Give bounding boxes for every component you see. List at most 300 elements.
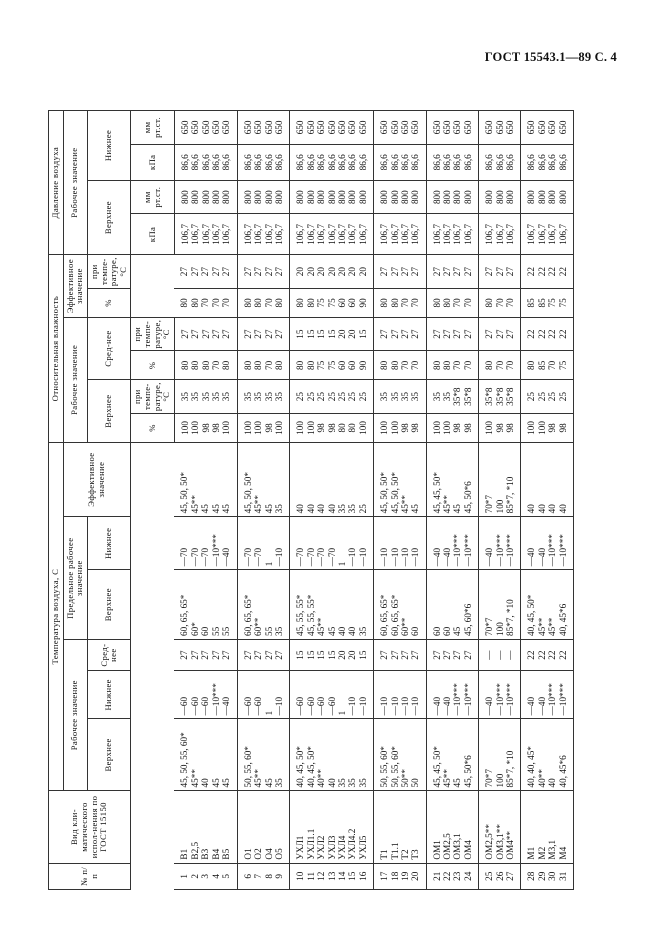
cell-value: УХЛ2 [316,835,327,860]
cell-value: 106,7 [347,224,358,245]
cell-value: 650 [295,120,306,135]
cell-value: 98 [494,423,505,433]
cell-value: 35 [274,392,284,402]
cell-value: 650 [389,120,400,135]
cell-value: 80 [526,360,537,371]
cell-value: 20 [347,329,358,339]
cell-value: 25 [536,392,547,402]
cell-value: —10*** [505,534,516,567]
cell-value: 60 [336,298,347,308]
cell-value: —10 [274,696,284,716]
cell-value: 27 [410,329,421,339]
cell-value: 800 [379,190,390,205]
cell-value: 800 [484,190,495,205]
cell-value: —70 [253,547,264,567]
cell-value: 86,6 [305,154,316,171]
h-eff-temp-header: при темпе-ратуре, °С [87,255,131,289]
cell-value: 100 [494,773,505,788]
cell-value: 75 [557,298,568,308]
cell-value: 27 [410,267,421,277]
cell-value: 45** [442,495,453,514]
cell-value: 22 [536,329,547,339]
cell-value: В4 [210,848,221,860]
cell-value: —10 [399,696,410,716]
p-low-kpa-header: кПа [131,144,175,180]
cell-value: 22 [442,871,453,881]
l-lower-header: Нижнее [87,517,131,570]
cell-t-mid [290,639,374,670]
cell-value: 80 [242,298,253,308]
cell-value: 106,7 [462,224,473,245]
cell-p-low-kpa [174,144,237,180]
cell-value: 15 [305,650,316,660]
cell-value: 27 [221,329,232,339]
cell-value: 27 [462,267,473,277]
cell-value: 22 [536,650,547,660]
cell-value: 86,6 [494,154,505,171]
cell-value: 85*7, *10 [505,750,516,788]
cell-value: 27 [505,329,516,339]
cell-value: 35*8 [452,387,463,406]
cell-value: 27 [410,650,421,660]
cell-value: 70 [494,360,505,371]
cell-h-eff [426,289,479,318]
cell-h-mid [426,351,479,380]
cell-value: 23 [452,871,463,881]
cell-value: 45 [263,778,274,788]
cell-value: 40 [326,778,337,788]
cell-value: 15 [295,329,306,339]
table-row-group [521,111,574,890]
cell-value: 7 [253,873,264,879]
cell-value: 70 [410,360,421,371]
cell-value: 25 [357,392,368,402]
cell-value: —70 [326,547,337,567]
cell-value: 650 [462,120,473,135]
cell-value: 20 [316,267,327,277]
cell-value: 800 [442,190,453,205]
cell-value: 25 [357,504,368,514]
cell-p-up-kpa [426,214,479,255]
cell-value: О1 [242,848,253,860]
press-work-header: Рабочее значение [63,111,87,255]
cell-value: 106,7 [200,224,211,245]
cell-t-mid [374,639,427,670]
hum-eff-header: Эффективное значение [63,255,87,318]
table-row-group [237,111,290,890]
cell-value: —10*** [505,683,516,716]
cell-value: ОМ3,1** [494,824,505,860]
cell-value: 45 [452,626,463,636]
cell-value: 86,6 [547,154,558,171]
cell-value: 35 [253,392,264,402]
cell-value: 650 [505,120,516,135]
cell-value: 80 [221,360,232,371]
cell-p-up-mm [237,180,290,214]
h-middle-header: Сред-нее [87,317,131,380]
cell-value: 800 [410,190,421,205]
cell-value: 45** [536,617,547,636]
cell-value: 98 [557,423,568,433]
cell-t-up [174,719,237,791]
cell-value: 45, 50, 50* [179,472,190,514]
cell-value: 70 [220,298,231,308]
cell-value: 25 [484,871,495,881]
cell-value: 98 [462,423,473,433]
cell-value: 650 [399,120,410,135]
cell-value: 85 [536,360,547,371]
cell-h-mid-t [426,317,479,351]
cell-value: 100 [253,421,264,435]
cell-value: 80 [484,298,495,308]
cell-value: 650 [357,120,368,135]
cell-value: —60 [326,696,337,716]
cell-h-eff-t [426,255,479,289]
cell-value: 31 [557,871,568,881]
cell-h-mid [521,351,574,380]
cell-value: 24 [462,871,473,881]
cell-value: 45, 45, 50* [431,472,442,514]
cell-p-up-mm [521,180,574,214]
cell-value: 45 [263,504,274,514]
cell-h-up [521,414,574,443]
cell-value: 650 [263,120,274,135]
cell-value: 45** [399,495,410,514]
cell-value: 35 [263,392,274,402]
cell-value: 40 [316,504,327,514]
cell-value: 100 [221,421,232,435]
cell-value: 80 [389,298,400,308]
cell-value: 25 [326,392,337,402]
cell-value: 650 [347,120,358,135]
cell-value: 1 [336,710,347,716]
cell-value: 100 [305,421,316,435]
cell-value: 98 [326,423,337,433]
cell-value: 800 [557,190,568,205]
cell-value: 40, 45*6 [557,755,568,788]
cell-value: 70 [452,360,463,371]
cell-value: —40 [220,547,231,567]
cell-value: 80 [389,360,400,371]
cell-h-eff-t [479,255,521,289]
humidity-header: Относительная влажность [49,255,64,443]
cell-t-up [290,719,374,791]
cell-p-up-mm [174,180,237,214]
cell-value: 60, 65, 65* [242,594,253,636]
cell-value: 40 [336,626,347,636]
cell-value: Т1.1 [389,842,400,860]
cell-t-up [426,719,479,791]
cell-value: 80 [295,298,306,308]
cell-value: 45 [220,504,231,514]
cell-value: 650 [557,120,568,135]
cell-value: 35 [336,778,347,788]
cell-value: 1 [263,710,274,716]
cell-value: 16 [357,871,368,881]
cell-value: 650 [274,120,284,135]
cell-value: 650 [253,120,264,135]
cell-value: 20 [326,267,337,277]
cell-kind [426,791,479,863]
cell-l-low [374,517,427,570]
cell-h-eff [521,289,574,318]
cell-value: 45, 55, 55* [295,594,306,636]
cell-value: —60 [316,696,327,716]
cell-value: 25 [557,392,568,402]
cell-value: М2 [536,846,547,860]
cell-value: 27 [220,650,231,660]
cell-l-low [426,517,479,570]
cell-p-low-mm [479,111,521,145]
cell-value: 27 [462,650,473,660]
cell-p-up-kpa [174,214,237,255]
cell-value: УХЛ4.2 [347,828,358,860]
cell-value: М4 [557,846,568,860]
cell-kind [479,791,521,863]
cell-value: 45** [189,769,200,788]
p-upper-header: Верхнее [87,180,131,255]
cell-t-up [479,719,521,791]
cell-value: —40 [536,547,547,567]
cell-value: 86,6 [442,154,453,171]
cell-value: 27 [379,267,390,277]
cell-t-mid [237,639,290,670]
cell-h-mid [374,351,427,380]
cell-value: 35 [389,392,400,402]
cell-t-up [374,719,427,791]
cell-l-low [290,517,374,570]
cell-value: М3,1 [547,839,558,860]
cell-value: 70 [399,298,410,308]
cell-value: 27 [379,650,390,660]
cell-value: 35 [274,504,284,514]
cell-p-low-mm [521,111,574,145]
cell-value: 20 [410,871,421,881]
cell-h-eff [479,289,521,318]
cell-value: 106,7 [357,224,368,245]
cell-value: 20 [347,267,358,277]
table-row-group [479,111,521,890]
cell-value: 40 [547,778,558,788]
cell-value: 80 [179,298,190,308]
cell-value: 86,6 [326,154,337,171]
cell-value: 15 [357,329,368,339]
cell-value: 35 [431,392,442,402]
cell-value: 60, 65, 65* [389,594,400,636]
cell-kind [237,791,290,863]
cell-value: —10*** [210,683,221,716]
climate-table [48,110,574,890]
cell-value: 27 [494,267,505,277]
cell-value: 20 [336,650,347,660]
cell-value: 650 [316,120,327,135]
cell-value: 70 [505,360,516,371]
cell-value: —40 [484,696,495,716]
cell-h-mid-t [521,317,574,351]
cell-value: 40, 40, 45* [526,746,537,788]
cell-value: 800 [547,190,558,205]
header-spacer-2 [131,255,175,318]
temp-header: Температура воздуха, С [49,442,64,791]
cell-value: 85*7, *10 [505,599,516,636]
cell-value: —10*** [462,534,473,567]
cell-value: 45 [452,504,463,514]
cell-value: 40 [547,504,558,514]
cell-value: 27 [242,329,253,339]
cell-value: 650 [336,120,347,135]
cell-value: 106,7 [336,224,347,245]
cell-value: 800 [526,190,537,205]
cell-value: ОМ4 [462,840,473,860]
cell-value: 27 [399,267,410,277]
cell-value: 800 [357,190,368,205]
cell-value: 85 [526,298,537,308]
cell-p-low-kpa [479,144,521,180]
cell-value: 40, 45, 50* [526,594,537,636]
cell-t-mid [426,639,479,670]
table-head [49,111,175,890]
cell-value: 86,6 [295,154,306,171]
cell-value: —10 [410,547,421,567]
cell-value: —60 [189,696,200,716]
cell-value: 25 [316,392,327,402]
cell-value: 70*7 [484,495,495,514]
cell-value: 40, 45*6 [557,603,568,636]
cell-value: 650 [221,120,232,135]
h-up-pct-header: % [131,414,175,443]
cell-value: 650 [536,120,547,135]
cell-value: 106,7 [505,224,516,245]
cell-value: 17 [379,871,390,881]
cell-value: 75 [547,298,558,308]
cell-value: —10*** [452,683,463,716]
cell-h-eff [290,289,374,318]
cell-value: 27 [389,267,400,277]
cell-h-eff [174,289,237,318]
cell-value: 45, 45, 50* [431,746,442,788]
cell-value: —70 [305,547,316,567]
cell-value: 27 [399,650,410,660]
cell-value: — [505,650,516,660]
cell-value: 45** [316,617,327,636]
cell-value: О5 [274,848,284,860]
cell-value: ОМ1 [431,840,442,860]
cell-l-up [374,570,427,640]
cell-value: 70*7 [484,617,495,636]
cell-value: ОМ4** [505,830,516,860]
cell-value: 98 [505,423,516,433]
cell-value: 106,7 [494,224,505,245]
cell-value: 15 [357,650,368,660]
cell-value: 86,6 [505,154,516,171]
cell-value: 70 [210,298,221,308]
cell-value: 35 [179,392,190,402]
cell-p-up-kpa [237,214,290,255]
cell-value: 90 [357,298,368,308]
cell-value: —70 [200,547,211,567]
table-row-group [174,111,237,890]
cell-value: 40** [316,769,327,788]
cell-value: 27 [379,329,390,339]
cell-value: 60** [399,617,410,636]
cell-l-up [426,570,479,640]
cell-value: 12 [316,871,327,881]
cell-value: 106,7 [326,224,337,245]
cell-value: 15 [316,329,327,339]
cell-p-low-mm [426,111,479,145]
cell-value: УХЛ1 [295,835,306,860]
cell-value: 86,6 [431,154,442,171]
cell-value: —60 [295,696,306,716]
cell-value: 45** [442,769,453,788]
cell-value: 80 [379,298,390,308]
cell-value: 80 [305,298,316,308]
cell-eff [174,442,237,517]
cell-value: 650 [379,120,390,135]
cell-no [237,863,290,889]
cell-p-low-kpa [374,144,427,180]
cell-value: 70 [263,360,274,371]
cell-h-up-t [174,380,237,414]
cell-value: 100 [295,421,306,435]
cell-value: 27 [242,650,253,660]
h-upper-header: Верхнее [87,380,131,443]
cell-value: 1 [336,561,347,567]
cell-value: 650 [410,120,421,135]
cell-value: 30 [547,871,558,881]
cell-value: 106,7 [316,224,327,245]
temp-work-header: Рабочее значение [63,639,87,790]
cell-value: 22 [526,267,537,277]
cell-value: 650 [211,120,222,135]
cell-value: 86,6 [242,154,253,171]
cell-value: В5 [220,848,231,860]
cell-value: 75 [326,360,337,371]
cell-kind [374,791,427,863]
cell-value: Т1 [379,849,390,860]
cell-value: 60 [336,360,347,371]
cell-value: 40** [536,769,547,788]
cell-value: 85*7, *10 [505,476,516,514]
cell-value: 40, 45, 50* [295,746,306,788]
cell-value: 650 [200,120,211,135]
cell-value: 86,6 [211,154,222,171]
cell-value: 80 [179,360,190,371]
cell-value: 27 [505,267,516,277]
cell-value: 86,6 [347,154,358,171]
cell-value: 35 [357,626,368,636]
cell-value: 20 [336,267,347,277]
cell-value: —10*** [557,683,568,716]
cell-value: 45, 55, 55* [305,594,316,636]
cell-value: —70 [316,547,327,567]
cell-value: 86,6 [379,154,390,171]
cell-value: — [484,650,495,660]
cell-value: 86,6 [399,154,410,171]
cell-value: 800 [305,190,316,205]
cell-value: 4 [210,873,221,879]
cell-value: 100 [484,421,495,435]
cell-value: 106,7 [179,224,190,245]
cell-t-mid [479,639,521,670]
cell-value: 100 [536,421,547,435]
cell-value: 80 [189,298,200,308]
cell-value: 40, 45, 50* [305,746,316,788]
p-up-kpa-header: кПа [131,214,175,255]
cell-eff [237,442,290,517]
cell-value: 80 [484,360,495,371]
cell-value: 40 [295,504,306,514]
